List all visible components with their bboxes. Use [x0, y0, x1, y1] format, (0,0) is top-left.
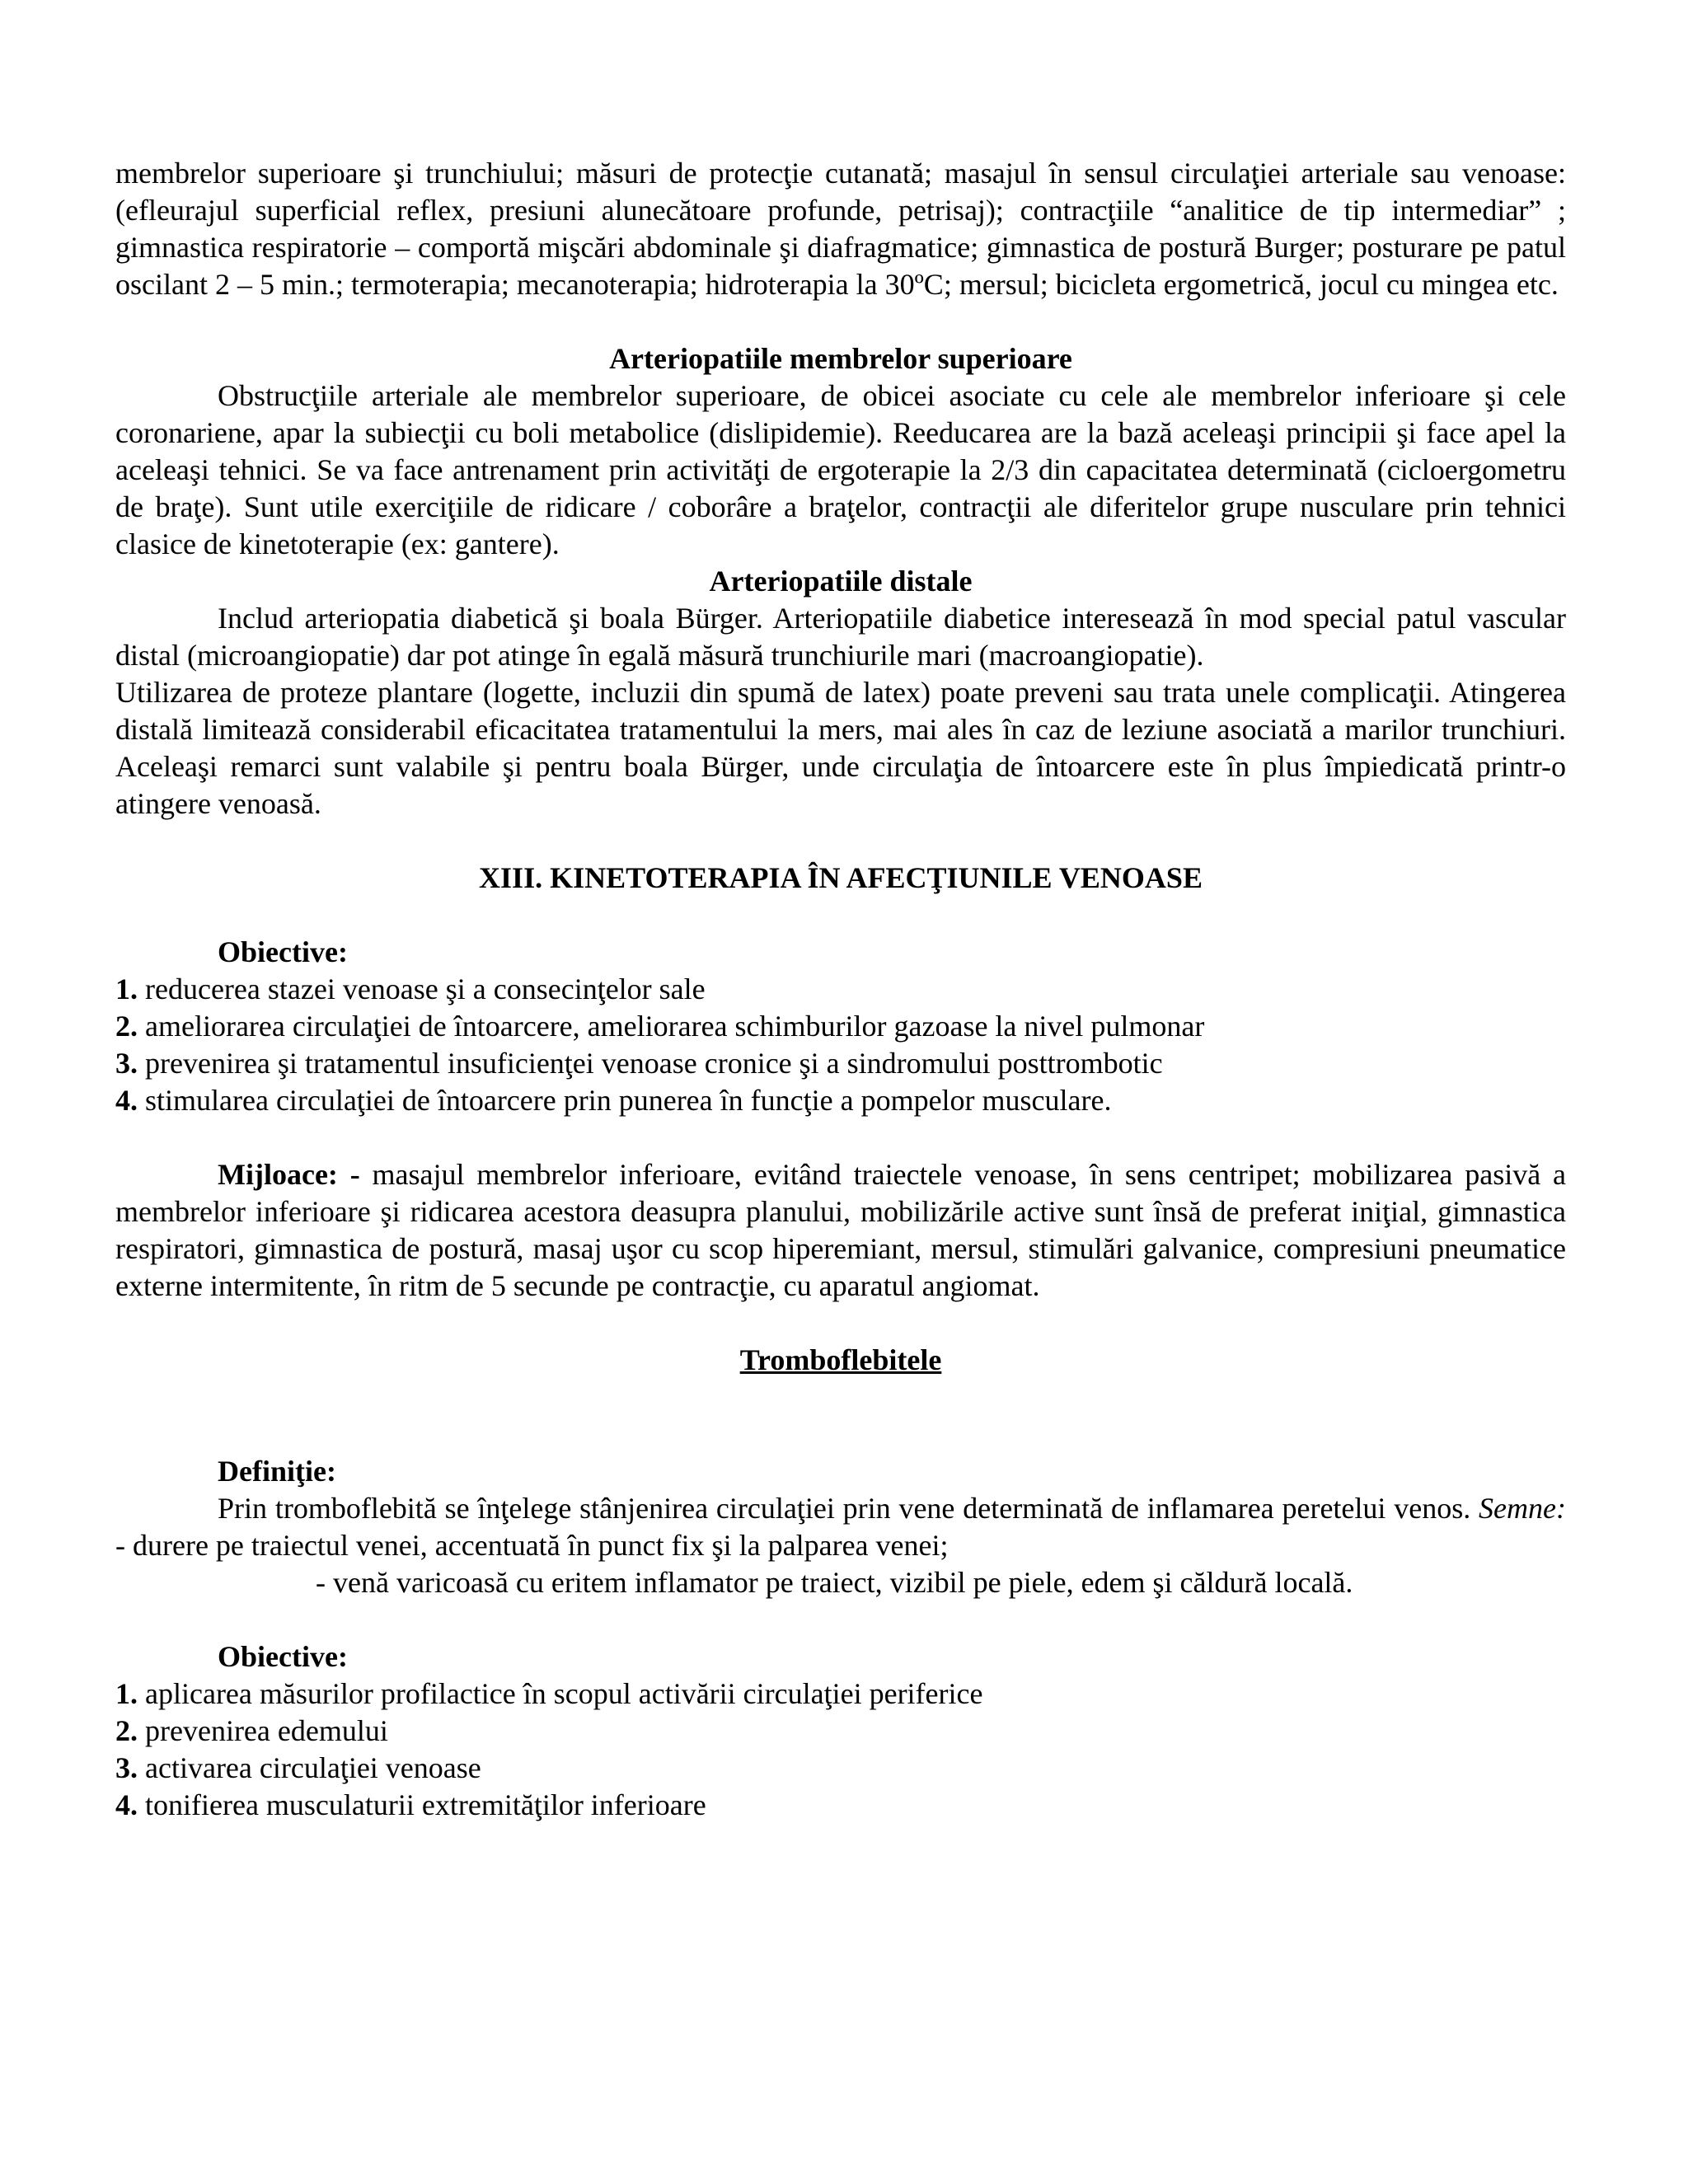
- list-item-number: 3.: [115, 1047, 138, 1080]
- tromboflebitele-title: Tromboflebitele: [739, 1343, 942, 1376]
- list-item-number: 1.: [115, 972, 138, 1005]
- list-item-text: ameliorarea circulaţiei de întoarcere, ameliorarea schimburilor gazoase la nivel pulmonar: [138, 1010, 1205, 1043]
- list-item-text: activarea circulaţiei venoase: [138, 1751, 481, 1784]
- section-title-superioare: Arteriopatiile membrelor superioare: [609, 342, 1072, 375]
- list-item: [115, 1082, 1566, 1119]
- list-item-number: 4.: [115, 1084, 138, 1117]
- intro-paragraph: membrelor superioare şi trunchiului; măsuri de protecţie cutanată; masajul în sensul circulaţiei arteriale sau venoase: (efleurajul superficial reflex, presiuni alunecătoare profunde, petrisaj); contracţiile “analitice de tip intermediar” ; gimnastica respiratorie – comportă mişcări abdominale şi diafragmatice; gimnastica de postură Burger; posturare pe patul oscilant 2 – 5 min.; termoterapia; mecanoterapia; hidroterapia la 30ºC; mersul; bicicleta ergometrică, jocul cu mingea etc.: [115, 157, 1566, 301]
- list-item: [115, 1750, 1566, 1787]
- list-item-number: 3.: [115, 1751, 138, 1784]
- section-title-distale: Arteriopatiile distale: [709, 565, 973, 598]
- section-paragraph-distale-1: Includ arteriopatia diabetică şi boala Bürger. Arteriopatiile diabetice interesează în mod special patul vascular distal (microangiopatie) dar pot atinge în egală măsură trunchiurile mari (macroangiopatie).: [115, 602, 1566, 672]
- chapter-title: XIII. KINETOTERAPIA ÎN AFECŢIUNILE VENOASE: [479, 861, 1203, 894]
- trombo-objectives-label: Obiective:: [218, 1640, 348, 1673]
- list-item: [115, 1675, 1566, 1713]
- definition-paragraph: [115, 1490, 1566, 1564]
- list-item-number: 4.: [115, 1788, 138, 1821]
- list-item: [115, 1008, 1566, 1045]
- list-item-text: prevenirea edemului: [138, 1714, 388, 1747]
- sign-item-1: - durere pe traiectul venei, accentuată în punct fix şi la palparea venei;: [115, 1529, 949, 1562]
- list-item-text: aplicarea măsurilor profilactice în scopul activării circulaţiei periferice: [138, 1677, 983, 1710]
- objectives-label: Obiective:: [218, 935, 348, 968]
- section-paragraph-superioare: Obstrucţiile arteriale ale membrelor superioare, de obicei asociate cu cele ale membrelor inferioare şi cele coronariene, apar la subiecţii cu boli metabolice (dislipidemie). Reeducarea are la bază aceleaşi principii şi face apel la aceleaşi tehnici. Se va face antrenament prin activităţi de ergoterapie la 2/3 din capacitatea determinată (cicloergometru de braţe). Sunt utile exerciţiile de ridicare / coborâre a braţelor, contracţii ale diferitelor grupe nusculare prin tehnici clasice de kinetoterapie (ex: gantere).: [115, 379, 1566, 560]
- list-item: [115, 971, 1566, 1008]
- list-item-text: prevenirea şi tratamentul insuficienţei venoase cronice şi a sindromului posttrombotic: [138, 1047, 1163, 1080]
- means-text: masajul membrelor inferioare, evitând traiectele venoase, în sens centripet; mobilizarea pasivă a membrelor inferioare şi ridicarea acestora deasupra planului, mobilizările active sunt însă de preferat iniţial, gimnastica respiratori, gimnastica de postură, masaj uşor cu scop hiperemiant, mersul, stimulări galvanice, compresiuni pneumatice externe intermitente, în ritm de 5 secunde pe contracţie, cu aparatul angiomat.: [115, 1158, 1567, 1302]
- list-item-text: tonifierea musculaturii extremităţilor inferioare: [138, 1788, 706, 1821]
- objectives-list: [115, 971, 1566, 1119]
- section-paragraph-distale-2: Utilizarea de proteze plantare (logette, incluzii din spumă de latex) poate preveni sau trata unele complicaţii. Atingerea distală limitează considerabil eficacitatea tratamentului la mers, mai ales în caz de leziune asociată a marilor trunchiuri. Aceleaşi remarci sunt valabile şi pentru boala Bürger, unde circulaţia de întoarcere este în plus împiedicată printr-o atingere venoasă.: [115, 676, 1566, 820]
- sign-item-2: - venă varicoasă cu eritem inflamator pe traiect, vizibil pe piele, edem şi căldură locală.: [316, 1566, 1353, 1599]
- trombo-objectives-list: [115, 1675, 1566, 1824]
- list-item: [115, 1045, 1566, 1082]
- means-paragraph: [115, 1156, 1566, 1305]
- document-page: [115, 155, 1566, 1824]
- list-item: [115, 1713, 1566, 1750]
- definition-text: Prin tromboflebită se înţelege stânjenirea circulaţiei prin vene determinată de inflamarea peretelui venos.: [218, 1492, 1471, 1525]
- definition-label: Definiţie:: [218, 1455, 336, 1488]
- list-item-number: 1.: [115, 1677, 138, 1710]
- list-item-text: reducerea stazei venoase şi a consecinţelor sale: [138, 972, 706, 1005]
- signs-label: Semne:: [1479, 1492, 1566, 1525]
- means-label: Mijloace: -: [218, 1158, 360, 1191]
- list-item-number: 2.: [115, 1714, 138, 1747]
- list-item-text: stimularea circulaţiei de întoarcere prin punerea în funcţie a pompelor musculare.: [138, 1084, 1112, 1117]
- list-item: [115, 1787, 1566, 1824]
- list-item-number: 2.: [115, 1010, 138, 1043]
